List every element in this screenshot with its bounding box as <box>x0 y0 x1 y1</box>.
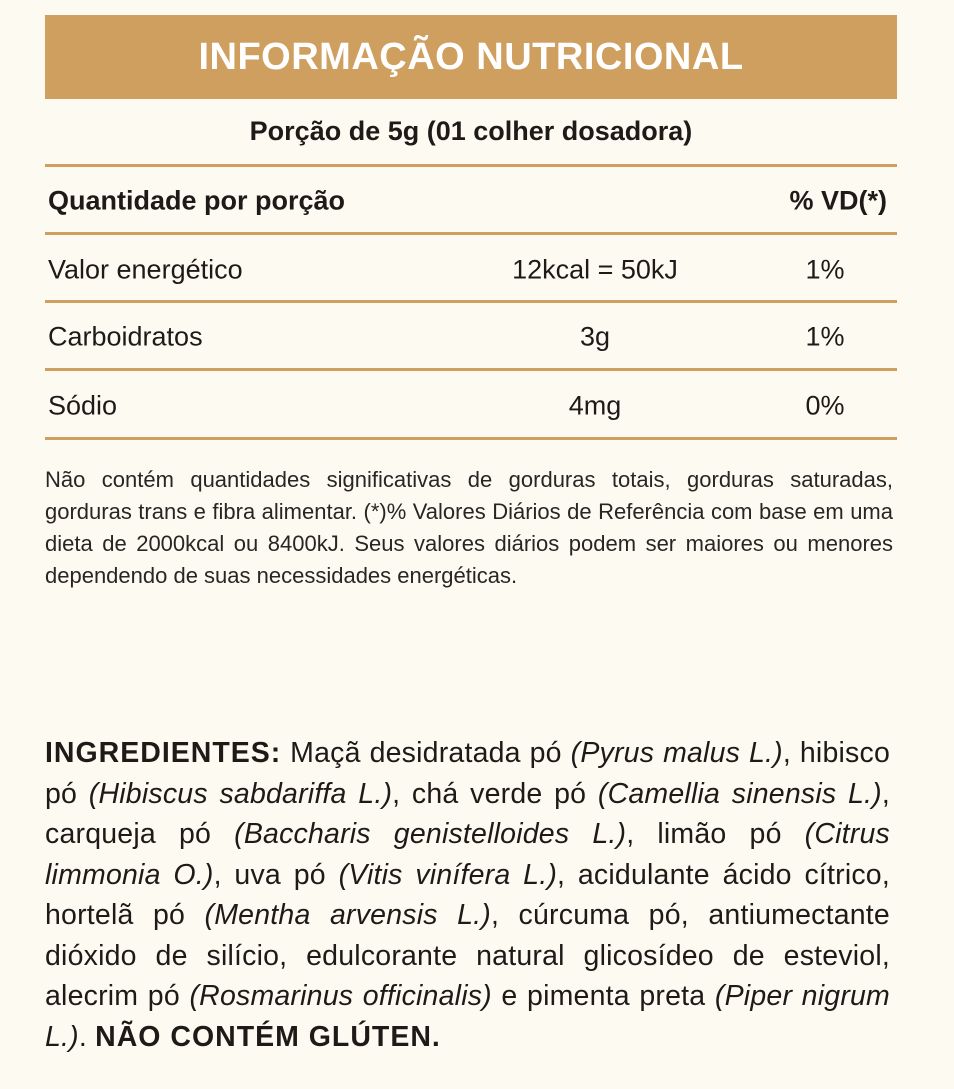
nutrient-amount: 12kcal = 50kJ <box>512 254 678 285</box>
gluten-notice: NÃO CONTÉM GLÚTEN. <box>95 1020 441 1053</box>
nutrient-vd: 0% <box>805 390 845 421</box>
ingredient-scientific-name: (Mentha arvensis L.) <box>204 899 491 931</box>
nutrient-vd: 1% <box>805 254 845 285</box>
ingredient-scientific-name: (Hibiscus sabdariffa L.) <box>88 777 393 810</box>
ingredient-segment: , chá verde pó <box>392 777 598 810</box>
divider <box>45 232 897 235</box>
divider <box>45 437 897 440</box>
ingredient-scientific-name: (Vitis vinífera L.) <box>338 858 558 891</box>
nutrition-header <box>45 15 897 99</box>
table-header-row <box>45 167 897 235</box>
table-row <box>45 236 897 304</box>
ingredient-scientific-name: (Rosmarinus officinalis) <box>189 980 492 1012</box>
portion-size: Porção de 5g (01 colher dosadora) <box>249 116 693 146</box>
ingredient-scientific-name: (Pyrus malus L.) <box>570 737 783 769</box>
ingredient-scientific-name: (Piper nigrum L.) <box>45 980 890 1053</box>
nutrient-label: Valor energético <box>48 254 243 285</box>
nutrient-vd: 1% <box>805 321 845 352</box>
nutrient-label: Sódio <box>48 390 118 421</box>
ingredient-segment: , hibisco pó <box>45 737 890 810</box>
ingredients-list <box>45 733 890 1057</box>
ingredient-scientific-name: (Camellia sinensis L.) <box>597 777 882 810</box>
nutrient-label: Carboidratos <box>48 321 203 352</box>
ingredient-segment: , cúrcuma pó, antiumectante dióxido de silício, edulcorante natural glicosídeo de esteviol, alecrim pó <box>45 899 890 1012</box>
table-row <box>45 372 897 440</box>
column-header-quantity: Quantidade por porção <box>48 185 346 216</box>
table-row <box>45 303 897 371</box>
ingredient-segment: , acidulante ácido cítrico, hortelã pó <box>45 858 890 931</box>
nutrient-amount: 4mg <box>568 390 622 421</box>
ingredient-segment: , uva pó <box>213 858 339 891</box>
ingredient-segment: , limão pó <box>626 818 805 850</box>
ingredients-title: INGREDIENTES: <box>45 737 282 769</box>
ingredient-segment: e pimenta preta <box>491 980 715 1012</box>
ingredient-segment: , carqueja pó <box>45 777 890 850</box>
nutrition-footnote: Não contém quantidades significativas de gorduras totais, gorduras saturadas, gorduras trans e fibra alimentar. (*)% Valores Diários de Referência com base em uma dieta de 2000kcal ou 8400kJ. Seus valores diários podem ser maiores ou menores dependendo de suas necessidades energéticas. <box>45 467 893 588</box>
ingredient-segment: Maçã desidratada pó <box>281 737 571 769</box>
ingredient-scientific-name: (Baccharis genistelloides L.) <box>234 818 627 850</box>
column-header-vd: % VD(*) <box>789 185 887 216</box>
header-title: INFORMAÇÃO NUTRICIONAL <box>198 35 744 78</box>
ingredient-scientific-name: (Citrus limmonia O.) <box>45 818 890 891</box>
nutrient-amount: 3g <box>579 321 611 352</box>
divider <box>45 368 897 371</box>
ingredient-segment: . <box>78 1020 96 1053</box>
